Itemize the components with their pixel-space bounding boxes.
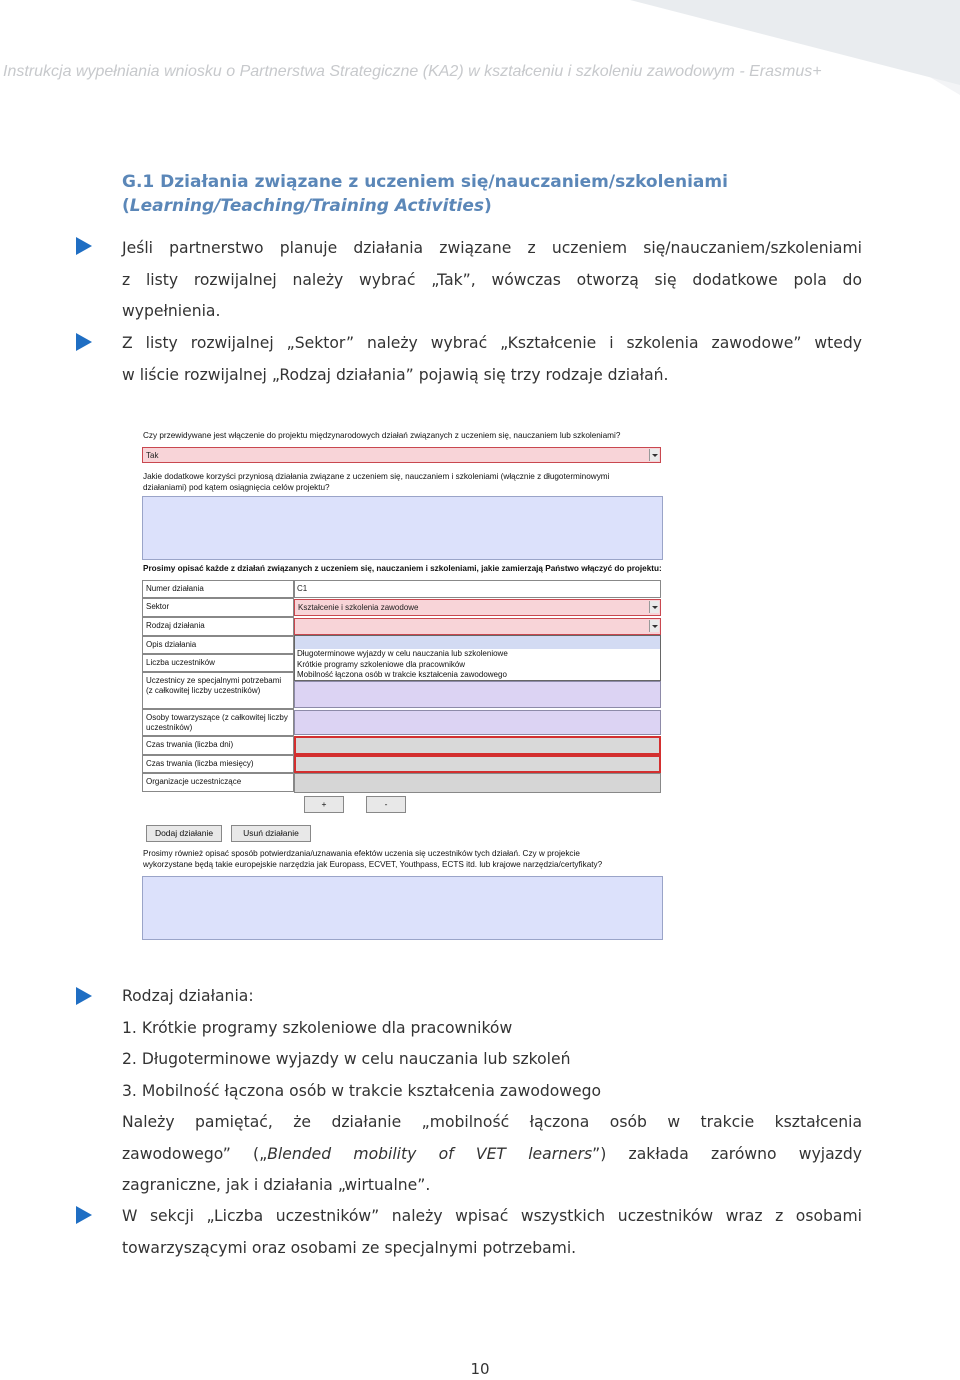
duration-days-field[interactable] [294, 736, 661, 755]
bullet-paragraph-participants: W sekcji „Liczba uczestników” należy wpisać wszystkich uczestników wraz z osobami towarzyszącymi oraz osobami ze specjalnymi potrzebami. [122, 1207, 862, 1257]
list-heading: Rodzaj działania: [122, 987, 254, 1005]
chevron-down-icon[interactable] [649, 449, 659, 461]
activity-types-list [122, 981, 862, 1202]
recognition-textarea[interactable] [142, 876, 663, 940]
note-line: Należy pamiętać, że działanie „mobilność łączona osób w trakcie kształcenia [122, 1113, 862, 1131]
duration-months-field[interactable] [294, 755, 661, 773]
label-duration-days: Czas trwania (liczba dni) [142, 736, 294, 755]
label-accompanying: Osoby towarzyszące (z całkowitej liczby uczestników) [142, 709, 294, 736]
dropdown-option[interactable]: Krótkie programy szkoleniowe dla pracowników [297, 659, 466, 669]
additional-benefits-textarea[interactable] [142, 496, 663, 560]
activity-type-dropdown-list[interactable] [294, 635, 661, 681]
activity-number-field[interactable]: C1 [294, 580, 661, 598]
question-describe-activities: Prosimy opisać każde z działań związanych z uczeniem się, nauczaniem i szkoleniami, jakie zamierzają Państwo włączyć do projektu: [143, 564, 662, 573]
remove-organization-button[interactable]: - [366, 796, 406, 813]
bullet-arrow-icon [76, 237, 92, 255]
label-participating-orgs: Organizacje uczestniczące [142, 773, 294, 792]
bullet-arrow-icon [76, 987, 92, 1005]
section-title-english: Learning/Teaching/Training Activities [129, 196, 485, 216]
note-line: zagraniczne, jak i działania „wirtualne”. [122, 1176, 431, 1194]
sector-select[interactable]: Kształcenie i szkolenia zawodowe [294, 599, 661, 616]
label-duration-months: Czas trwania (liczba miesięcy) [142, 755, 294, 773]
label-activity-description: Opis działania [142, 636, 294, 654]
add-activity-button[interactable]: Dodaj działanie [146, 825, 222, 842]
list-item: 3. Mobilność łączona osób w trakcie kształcenia zawodowego [122, 1081, 602, 1100]
label-activity-type: Rodzaj działania [142, 617, 294, 636]
note-line: zawodowego” („Blended mobility of VET learners”) zakłada zarówno wyjazdy [122, 1144, 862, 1163]
dropdown-option[interactable]: Długoterminowe wyjazdy w celu nauczania lub szkoleniowe [297, 649, 508, 658]
bullet-arrow-icon [76, 333, 92, 351]
section-title [122, 170, 862, 218]
question-additional-benefits: Jakie dodatkowe korzyści przyniosą działania związane z uczeniem się, nauczaniem i szkoleniami (włącznie z długoterminowymi działaniami) pod kątem osiągnięcia celów projektu? [143, 472, 610, 492]
accompanying-field[interactable] [294, 710, 661, 735]
special-needs-field[interactable] [294, 681, 661, 708]
question-learning-activities: Czy przewidywane jest włączenie do projektu międzynarodowych działań związanych z uczeniem się, nauczaniem lub szkoleniami? [143, 431, 621, 440]
dropdown-empty-highlight[interactable] [295, 636, 660, 649]
participating-orgs-field[interactable] [294, 773, 661, 793]
learning-activities-select[interactable]: Tak [142, 447, 661, 463]
page-number: 10 [470, 1360, 490, 1378]
activity-type-select[interactable] [294, 618, 661, 635]
dropdown-option[interactable]: Mobilność łączona osób w trakcie kształcenia zawodowego [297, 670, 507, 679]
bullet-paragraph-2: Z listy rozwijalnej „Sektor” należy wybrać „Kształcenie i szkolenia zawodowe” wtedy w liście rozwijalnej „Rodzaj działania” pojawią się trzy rodzaje działań. [122, 334, 862, 384]
chevron-down-icon[interactable] [649, 620, 659, 632]
label-activity-number: Numer działania [142, 580, 294, 598]
list-item: 1. Krótkie programy szkoleniowe dla pracowników [122, 1018, 513, 1037]
remove-activity-button[interactable]: Usuń działanie [231, 825, 311, 842]
add-organization-button[interactable]: + [304, 796, 344, 813]
label-participants-count: Liczba uczestników [142, 654, 294, 672]
bullet-arrow-icon [76, 1206, 92, 1224]
label-special-needs: Uczestnicy ze specjalnymi potrzebami (z całkowitej liczby uczestników) [142, 672, 294, 709]
form-screenshot [126, 425, 676, 942]
list-item: 2. Długoterminowe wyjazdy w celu nauczania lub szkoleń [122, 1050, 571, 1068]
label-sector: Sektor [142, 598, 294, 617]
chevron-down-icon[interactable] [649, 601, 659, 613]
running-header: Instrukcja wypełniania wniosku o Partnerstwa Strategiczne (KA2) w kształceniu i szkoleniu zawodowym - Erasmus+ [3, 63, 822, 80]
bullet-paragraph-1: Jeśli partnerstwo planuje działania związane z uczeniem się/nauczaniem/szkoleniami z listy rozwijalnej należy wybrać „Tak”, wówczas otworzą się dodatkowe pola do wypełnienia. [122, 239, 862, 320]
section-title-line1: G.1 Działania związane z uczeniem się/nauczaniem/szkoleniami [122, 172, 728, 192]
section-title-line2: (Learning/Teaching/Training Activities) [122, 196, 492, 216]
question-recognition: Prosimy również opisać sposób potwierdzania/uznawania efektów uczenia się uczestników tych działań. Czy w projekcie wykorzystane będą takie europejskie narzędzia jak Europass, ECVET, Youthpass, ECTS itd. lub krajowe narzędzia/certyfikaty? [143, 849, 603, 869]
